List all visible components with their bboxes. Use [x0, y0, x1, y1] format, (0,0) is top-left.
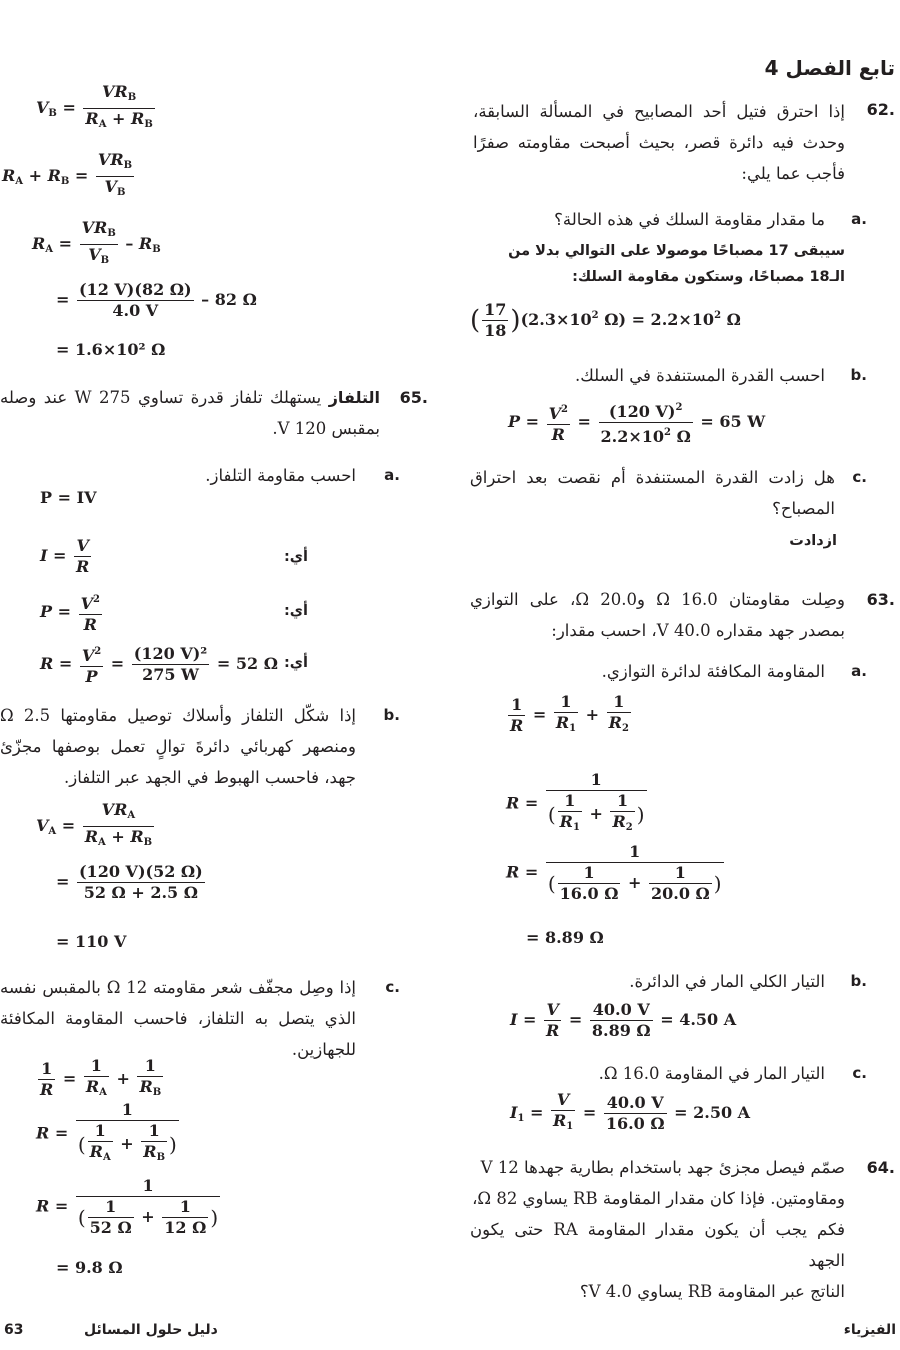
- q64-text: [470, 1152, 845, 1307]
- calc-eq1: $V_B$ = $VR_B$ $R_A + R_B$: [36, 82, 153, 130]
- q65a-eq1: P = IV: [40, 488, 97, 507]
- q65b-question: إذا شكّل التلفاز وأسلاك توصيل مقاومتها Ω 2.5 ومنصهر كهربائي دائرةَ توالٍ تعمل بوصفها مجزّئ جهد، فاحسب الهبوط في الجهد عبر التلفاز.: [0, 706, 356, 787]
- q62-number: .62: [866, 100, 895, 119]
- q65-number: .65: [399, 388, 428, 407]
- q65a-eq4-den: 275 W: [142, 665, 200, 684]
- calc-eq4: = $\frac{(12 V)(82 \Omega)}{4.0 V}$ – 82 Ω: [56, 280, 257, 320]
- q65a-eq4: R = $\frac{V^2}{P}$ = $\frac{\text{(120 V)²}}{275 W}$ = 52 Ω: [40, 644, 278, 686]
- q62c-label: .c: [852, 468, 867, 486]
- q63a-question: المقاومة المكافئة لدائرة التوازي.: [601, 662, 825, 681]
- q63c-label: .c: [852, 1064, 867, 1082]
- q65b-label: .b: [383, 706, 400, 724]
- q63b-equation: I = $\frac{V}{R}$ = $\frac{40.0 V}{8.89 \Omega}$ = 4.50 A: [510, 1000, 737, 1040]
- calc-eq4-den: 4.0 V: [112, 301, 159, 320]
- q63-text: وصِلت مقاومتان Ω 16.0 و20.0 Ω، على التوازي بمصدر جهد مقداره 40.0 V، احسب مقدار:: [470, 590, 845, 640]
- q63a-eq3: R = 1 ( $\frac{1}{16.0 \Omega}$ + $\frac{1}{20.0 \Omega}$ ): [506, 842, 722, 903]
- calc-eq4-rest: – 82 Ω: [201, 290, 257, 309]
- q65c-label: .c: [385, 978, 400, 996]
- q64-number: .64: [866, 1158, 895, 1177]
- q62c-question: هل زادت القدرة المستنفدة أم نقصت بعد احتراق المصباح؟: [470, 468, 835, 518]
- calc-eq2: $R_A + R_B$ = $VR_B$ $V_B$: [2, 150, 133, 198]
- q64-line-2: ومقاومتين. فإذا كان مقدار المقاومة RB يساوي Ω 82،: [472, 1189, 845, 1208]
- calc-result: = 1.6×10² Ω: [56, 340, 166, 359]
- q64-line-1: صمّم فيصل مجزئ جهد باستخدام بطارية جهدها 12 V: [480, 1158, 845, 1177]
- q65a-ay-1: أي:: [283, 549, 308, 565]
- q65b-eq2-num: (120 V)(52 Ω): [78, 862, 203, 881]
- q65c-result: = 9.8 Ω: [56, 1258, 123, 1277]
- q63-number: .63: [866, 590, 895, 609]
- q62a-answer: سيبقى 17 مصباحًا موصولا على التوالي بدلا من الـ18 مصباحًا، وستكون مقاومة السلك:: [508, 243, 845, 285]
- q65a-eq2: I = $\frac{V}{R}$: [40, 536, 90, 576]
- q65a-eq3: P = $\frac{V^2}{R}$: [40, 590, 104, 635]
- q63a-eq1: $\frac{1}{R}$ = $\frac{1}{R_1}$ + $\frac{1}{R_2}$: [510, 692, 629, 735]
- q65a-label: .a: [384, 466, 400, 484]
- q62b-label: .b: [850, 366, 867, 384]
- q65b-eq1: $V_A$ = $VR_A$ $R_A + R_B$: [36, 800, 153, 848]
- q63c-equation: $I_1$ = $\frac{V}{R_1}$ = $\frac{40.0 V}{16.0 \Omega}$ = 2.50 A: [510, 1090, 751, 1133]
- q63b-label: .b: [850, 972, 867, 990]
- q65-text: [0, 382, 380, 444]
- q65c-eq1: $\frac{1}{R}$ = $\frac{1}{R_A}$ + $\frac{1}{R_B}$: [40, 1056, 162, 1099]
- q62b-question: احسب القدرة المستنفدة في السلك.: [575, 366, 825, 385]
- q62a-label: .a: [851, 210, 867, 228]
- q63a-eq2: R = 1 ( $\frac{1}{R_1}$ + $\frac{1}{R_2}$ ): [506, 770, 645, 833]
- footer-subject: الفيزياء: [843, 1322, 896, 1338]
- q63a-result: = 8.89 Ω: [526, 928, 604, 947]
- q65a-eq4-res: = 52 Ω: [216, 654, 278, 673]
- calc-eq3: $R_A$ = $VR_B$ $V_B$ – $R_B$: [32, 218, 161, 266]
- q65-body: يستهلك تلفاز قدرة تساوي 275 W عند وصله بمقبس 120 V.: [0, 388, 380, 438]
- q63a-label: .a: [851, 662, 867, 680]
- q62-text: إذا احترق فتيل أحد المصابيح في المسألة السابقة، وحدث فيه دائرة قصر، بحيث أصبحت مقاومته صفرًا فأجب عما يلي:: [473, 102, 845, 183]
- footer-book-title: دليل حلول المسائل: [84, 1322, 218, 1338]
- q65b-eq2-den: 52 Ω + 2.5 Ω: [83, 883, 198, 902]
- q65c-eq3: R = 1 ( $\frac{1}{52 \Omega}$ + $\frac{1}{12 \Omega}$ ): [36, 1176, 219, 1237]
- q62b-equation: P = $\frac{V^2}{R}$ = $\frac{(120 V)^2}{2.2\times 10^2 \Omega}$ = 65 W: [508, 398, 765, 447]
- q65a-ay-3: أي:: [283, 655, 308, 671]
- footer-page-number: 63: [4, 1322, 24, 1338]
- q65c-eq2: R = 1 ( $\frac{1}{R_A}$ + $\frac{1}{R_B}$ ): [36, 1100, 177, 1163]
- q65b-result: = 110 V: [56, 932, 127, 951]
- q63b-question: التيار الكلي المار في الدائرة.: [629, 972, 825, 991]
- q65a-question: احسب مقاومة التلفاز.: [205, 466, 356, 485]
- q65a-ay-2: أي:: [283, 603, 308, 619]
- q65b-eq2: = $\frac{(120 V)(52 \Omega)}{52 \Omega + 2.5 \Omega}$: [56, 862, 203, 902]
- q63c-question: التيار المار في المقاومة Ω 16.0.: [598, 1064, 825, 1083]
- q65c-d1: 52 Ω: [89, 1218, 132, 1237]
- q65c-d2: 12 Ω: [164, 1218, 207, 1237]
- q64-line-3: فكم يجب أن يكون مقدار المقاومة RA حتى يكون الجهد: [470, 1220, 845, 1270]
- calc-eq4-num: (12 V)(82 Ω): [78, 280, 192, 299]
- chapter-heading: تابع الفصل 4: [764, 56, 895, 80]
- q62a-equation: ( $\frac{17}{18}$ )($2.3\times 10^2$ $\Omega) = 2.2\times 10^2$ Ω: [470, 300, 741, 340]
- q65-title: التلفاز: [328, 388, 381, 407]
- q65c-question: إذا وصِل مجفّف شعر مقاومته Ω 12 بالمقبس نفسه الذي يتصل به التلفاز، فاحسب المقاومة المكافئة للجهازين.: [0, 978, 357, 1059]
- q64-line-4: الناتج عبر المقاومة RB يساوي 4.0 V؟: [579, 1282, 845, 1301]
- q62c-answer: ازدادت: [789, 533, 837, 549]
- q62a-question: ما مقدار مقاومة السلك في هذه الحالة؟: [554, 210, 825, 229]
- q65a-eq4-num: (120 V)²: [133, 644, 208, 663]
